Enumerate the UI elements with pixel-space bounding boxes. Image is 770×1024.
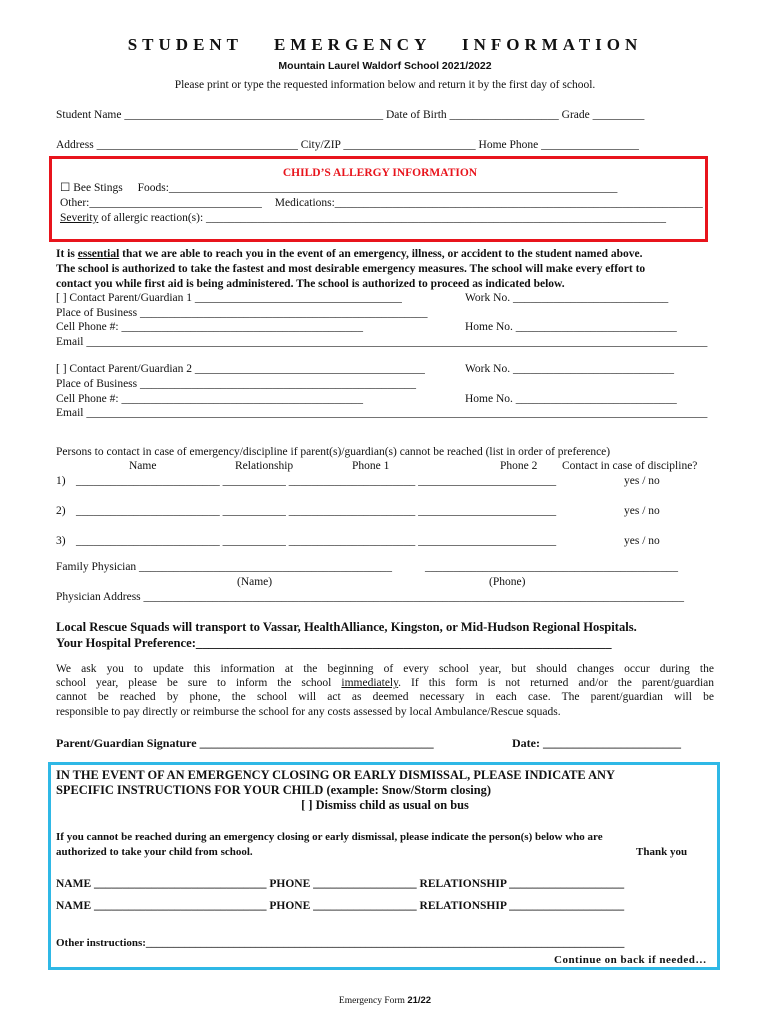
rescue-squad-notice: Local Rescue Squads will transport to Vassar, HealthAlliance, Kingston, or Mid-Hudson Regional Hospitals.: [56, 620, 637, 634]
page-title: STUDENT EMERGENCY INFORMATION: [127, 35, 643, 54]
medications-field[interactable]: Medications:________________________________________________________________: [274, 197, 703, 209]
dismiss-as-usual-option[interactable]: [ ] Dismiss child as usual on bus: [301, 798, 469, 812]
footer-form-label: Emergency Form: [338, 996, 405, 1006]
col-header-phone-2: Phone 2: [500, 460, 538, 472]
severity-label: Severity: [60, 212, 99, 224]
update-notice-line-2: school year, please be sure to inform the school immediately. If this form is not returned and/or the parent/guardian: [56, 677, 714, 690]
closing-heading-line-1: IN THE EVENT OF AN EMERGENCY CLOSING OR EARLY DISMISSAL, PLEASE INDICATE ANY: [56, 768, 615, 782]
guardian-1-work[interactable]: Work No. ___________________________: [465, 292, 669, 304]
update-notice: [56, 662, 714, 719]
severity-blank: of allergic reaction(s): ________________________________________________________________________________: [98, 212, 667, 224]
emergency-row-2-fields[interactable]: _________________________ ___________ ______________________ ________________________: [76, 505, 557, 517]
guardian-2-cell[interactable]: Cell Phone #: __________________________________________: [56, 393, 363, 405]
other-instructions-field[interactable]: Other instructions:_______________________________________________________________________________________: [56, 937, 625, 949]
emergency-row-3-number: 3): [56, 535, 66, 547]
form-instructions: Please print or type the requested information below and return it by the first day of school.: [174, 79, 596, 91]
hospital-preference-field[interactable]: Your Hospital Preference:__________________________________________________________________: [56, 636, 612, 650]
family-physician-field[interactable]: Family Physician ____________________________________________: [56, 561, 393, 573]
allergy-row-1: [60, 181, 617, 195]
authorized-pickup-note-2: authorized to take your child from school.: [56, 846, 253, 858]
bee-stings-label: Bee Stings: [73, 182, 123, 194]
footer-version: 21/22: [407, 995, 432, 1006]
emergency-row-2-number: 2): [56, 505, 66, 517]
physician-phone-caption: (Phone): [489, 576, 526, 588]
closing-heading-line-2: SPECIFIC INSTRUCTIONS FOR YOUR CHILD (example: Snow/Storm closing): [56, 783, 491, 797]
school-name: Mountain Laurel Waldorf School 2021/2022: [278, 60, 492, 72]
update-notice-line-3: cannot be reached by phone, the school will act as deemed necessary in each case. The parent/guardian will be: [56, 691, 714, 704]
signature-date-field[interactable]: Date: _______________________: [512, 736, 681, 750]
immediately-underlined: immediately: [341, 677, 399, 690]
other-allergy-field[interactable]: Other:______________________________: [60, 197, 262, 209]
form-footer: [0, 994, 770, 1008]
allergy-row-2: [60, 196, 703, 210]
student-info-row-2[interactable]: Address ___________________________________ City/ZIP _______________________ Home Phone _________________: [56, 139, 639, 151]
continue-on-back: Continue on back if needed…: [554, 954, 707, 966]
physician-name-caption: (Name): [237, 576, 273, 588]
emergency-row-2-yes-no[interactable]: yes / no: [624, 505, 660, 517]
parent-signature-field[interactable]: Parent/Guardian Signature _______________________________________: [56, 736, 434, 750]
consent-line-1: It is essential that we are able to reach you in the event of an emergency, illness, or accident to the student named above.: [56, 248, 643, 260]
bee-stings-checkbox[interactable]: ☐: [60, 182, 71, 194]
essential-underlined: essential: [77, 248, 120, 260]
guardian-2-home[interactable]: Home No. ____________________________: [465, 393, 677, 405]
guardian-2-work[interactable]: Work No. ____________________________: [465, 363, 674, 375]
guardian-1-cell[interactable]: Cell Phone #: __________________________________________: [56, 321, 363, 333]
authorized-person-2[interactable]: NAME ______________________________ PHONE __________________ RELATIONSHIP ____________________: [56, 900, 625, 912]
guardian-1-email[interactable]: Email ____________________________________________________________________________________________________________: [56, 336, 708, 348]
update-notice-line-1: We ask you to update this information at the beginning of every school year, but should changes occur during the: [56, 663, 714, 675]
emergency-row-1-number: 1): [56, 475, 66, 487]
guardian-1-business[interactable]: Place of Business __________________________________________________: [56, 307, 428, 319]
severity-field[interactable]: [60, 211, 666, 225]
col-header-phone-1: Phone 1: [352, 460, 390, 472]
update-notice-line-4: responsible to pay directly or reimburse the school for any costs assessed by local Ambulance/Rescue squads.: [56, 705, 561, 718]
emergency-row-3-fields[interactable]: _________________________ ___________ ______________________ ________________________: [76, 535, 557, 547]
guardian-2-contact[interactable]: [ ] Contact Parent/Guardian 2 ________________________________________: [56, 363, 425, 375]
consent-line-3: contact you while first aid is being administered. The school is authorized to proceed as indicated below.: [56, 278, 565, 290]
emergency-row-3-yes-no[interactable]: yes / no: [624, 535, 660, 547]
physician-phone-field[interactable]: ____________________________________________: [425, 561, 678, 573]
physician-address-field[interactable]: Physician Address ______________________________________________________________________________________________: [56, 591, 685, 603]
guardian-2-email[interactable]: Email ____________________________________________________________________________________________________________: [56, 407, 708, 419]
guardian-1-home[interactable]: Home No. ____________________________: [465, 321, 677, 333]
emergency-row-1-yes-no[interactable]: yes / no: [624, 475, 660, 487]
col-header-name: Name: [129, 460, 157, 472]
emergency-contacts-intro: Persons to contact in case of emergency/discipline if parent(s)/guardian(s) cannot be reached (list in order of preference): [56, 446, 611, 458]
foods-field[interactable]: Foods:______________________________________________________________________________: [137, 182, 618, 194]
authorized-pickup-note-1: If you cannot be reached during an emergency closing or early dismissal, please indicate the person(s) below who are: [56, 831, 603, 843]
allergy-heading: CHILD’S ALLERGY INFORMATION: [282, 167, 478, 179]
consent-line-2: The school is authorized to take the fastest and most desirable emergency measures. The school will make every effort to: [56, 263, 646, 275]
authorized-person-1[interactable]: NAME ______________________________ PHONE __________________ RELATIONSHIP ____________________: [56, 878, 625, 890]
col-header-relationship: Relationship: [235, 460, 294, 472]
thank-you: Thank you: [636, 846, 688, 858]
guardian-1-contact[interactable]: [ ] Contact Parent/Guardian 1 ____________________________________: [56, 292, 402, 304]
col-header-discipline: Contact in case of discipline?: [562, 460, 698, 472]
guardian-2-business[interactable]: Place of Business ________________________________________________: [56, 378, 417, 390]
emergency-row-1-fields[interactable]: _________________________ ___________ ______________________ ________________________: [76, 475, 557, 487]
student-info-row-1[interactable]: Student Name _____________________________________________ Date of Birth ___________________ Grade _________: [56, 109, 645, 121]
